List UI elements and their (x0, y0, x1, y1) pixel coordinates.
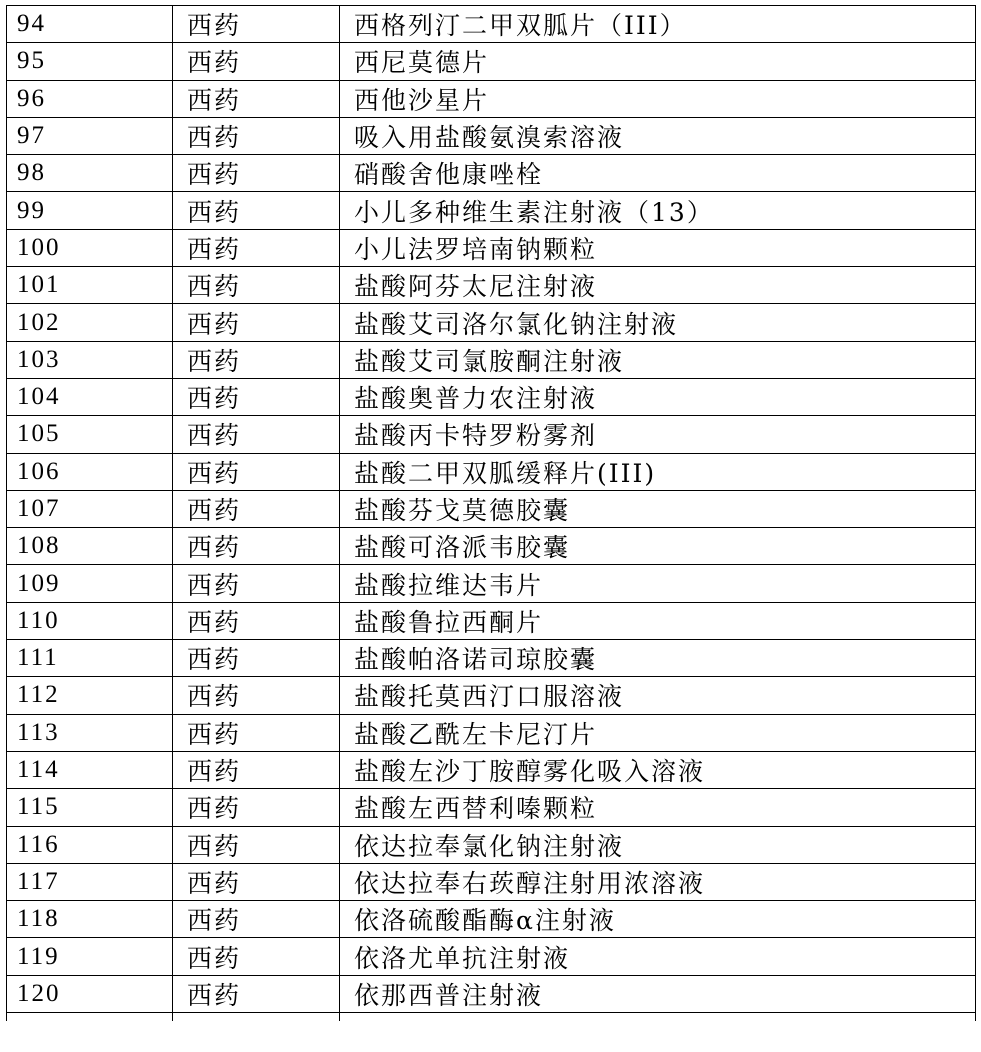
drug-name-cell: 依达拉奉右莰醇注射用浓溶液 (340, 863, 976, 900)
row-number-cell: 94 (7, 6, 173, 43)
row-number-cell: 111 (7, 640, 173, 677)
row-number-cell: 96 (7, 80, 173, 117)
row-number-cell: 97 (7, 117, 173, 154)
table-row (7, 826, 976, 863)
category-cell: 西药 (173, 714, 340, 751)
table-row (7, 155, 976, 192)
row-number-cell: 109 (7, 565, 173, 602)
row-number-cell: 103 (7, 341, 173, 378)
table-row (7, 975, 976, 1012)
empty-cell (173, 1013, 340, 1021)
category-cell: 西药 (173, 304, 340, 341)
drug-name-cell: 盐酸奥普力农注射液 (340, 378, 976, 415)
table-row (7, 677, 976, 714)
drug-name-cell: 西格列汀二甲双胍片（III） (340, 6, 976, 43)
table-row (7, 453, 976, 490)
category-cell: 西药 (173, 490, 340, 527)
row-number-cell: 120 (7, 975, 173, 1012)
row-number-cell: 114 (7, 751, 173, 788)
row-number-cell: 119 (7, 938, 173, 975)
drug-name-cell: 依洛尤单抗注射液 (340, 938, 976, 975)
table-row (7, 43, 976, 80)
row-number-cell: 104 (7, 378, 173, 415)
drug-name-cell: 西他沙星片 (340, 80, 976, 117)
drug-name-cell: 盐酸拉维达韦片 (340, 565, 976, 602)
table-row (7, 304, 976, 341)
category-cell: 西药 (173, 341, 340, 378)
drug-name-cell: 盐酸丙卡特罗粉雾剂 (340, 416, 976, 453)
table-row (7, 602, 976, 639)
drug-name-cell: 盐酸可洛派韦胶囊 (340, 528, 976, 565)
category-cell: 西药 (173, 192, 340, 229)
row-number-cell: 110 (7, 602, 173, 639)
drug-name-cell: 小儿法罗培南钠颗粒 (340, 229, 976, 266)
table-row (7, 378, 976, 415)
category-cell: 西药 (173, 975, 340, 1012)
category-cell: 西药 (173, 677, 340, 714)
category-cell: 西药 (173, 565, 340, 602)
drug-name-cell: 盐酸艾司氯胺酮注射液 (340, 341, 976, 378)
table-row (7, 751, 976, 788)
drug-name-cell: 盐酸乙酰左卡尼汀片 (340, 714, 976, 751)
table-row (7, 565, 976, 602)
category-cell: 西药 (173, 938, 340, 975)
drug-name-cell: 硝酸舍他康唑栓 (340, 155, 976, 192)
table-row (7, 640, 976, 677)
category-cell: 西药 (173, 602, 340, 639)
row-number-cell: 105 (7, 416, 173, 453)
category-cell: 西药 (173, 378, 340, 415)
drug-name-cell: 依达拉奉氯化钠注射液 (340, 826, 976, 863)
drug-name-cell: 小儿多种维生素注射液（13） (340, 192, 976, 229)
row-number-cell: 106 (7, 453, 173, 490)
drug-list-table-container (6, 5, 975, 1021)
category-cell: 西药 (173, 528, 340, 565)
category-cell: 西药 (173, 640, 340, 677)
drug-name-cell: 盐酸芬戈莫德胶囊 (340, 490, 976, 527)
row-number-cell: 107 (7, 490, 173, 527)
table-row (7, 192, 976, 229)
drug-list-table-body (7, 6, 976, 1021)
drug-name-cell: 盐酸阿芬太尼注射液 (340, 267, 976, 304)
table-row (7, 528, 976, 565)
row-number-cell: 115 (7, 789, 173, 826)
table-row (7, 490, 976, 527)
drug-name-cell: 依洛硫酸酯酶α注射液 (340, 901, 976, 938)
category-cell: 西药 (173, 80, 340, 117)
row-number-cell: 101 (7, 267, 173, 304)
row-number-cell: 117 (7, 863, 173, 900)
category-cell: 西药 (173, 229, 340, 266)
table-row (7, 117, 976, 154)
drug-list-table (6, 5, 976, 1021)
drug-name-cell: 盐酸二甲双胍缓释片(III) (340, 453, 976, 490)
category-cell: 西药 (173, 43, 340, 80)
row-number-cell: 98 (7, 155, 173, 192)
category-cell: 西药 (173, 416, 340, 453)
drug-name-cell: 西尼莫德片 (340, 43, 976, 80)
drug-name-cell: 盐酸艾司洛尔氯化钠注射液 (340, 304, 976, 341)
row-number-cell: 113 (7, 714, 173, 751)
category-cell: 西药 (173, 267, 340, 304)
table-row (7, 341, 976, 378)
row-number-cell: 118 (7, 901, 173, 938)
row-number-cell: 116 (7, 826, 173, 863)
row-number-cell: 102 (7, 304, 173, 341)
row-number-cell: 112 (7, 677, 173, 714)
category-cell: 西药 (173, 863, 340, 900)
row-number-cell: 108 (7, 528, 173, 565)
table-row (7, 901, 976, 938)
drug-name-cell: 依那西普注射液 (340, 975, 976, 1012)
table-row (7, 714, 976, 751)
category-cell: 西药 (173, 453, 340, 490)
table-row (7, 6, 976, 43)
drug-name-cell: 盐酸鲁拉西酮片 (340, 602, 976, 639)
drug-name-cell: 盐酸帕洛诺司琼胶囊 (340, 640, 976, 677)
row-number-cell: 99 (7, 192, 173, 229)
table-row (7, 938, 976, 975)
table-row (7, 863, 976, 900)
table-row (7, 229, 976, 266)
category-cell: 西药 (173, 6, 340, 43)
table-row (7, 789, 976, 826)
category-cell: 西药 (173, 155, 340, 192)
row-number-cell: 95 (7, 43, 173, 80)
row-number-cell: 100 (7, 229, 173, 266)
category-cell: 西药 (173, 789, 340, 826)
category-cell: 西药 (173, 901, 340, 938)
empty-cell (340, 1013, 976, 1021)
drug-name-cell: 盐酸左沙丁胺醇雾化吸入溶液 (340, 751, 976, 788)
category-cell: 西药 (173, 751, 340, 788)
drug-name-cell: 吸入用盐酸氨溴索溶液 (340, 117, 976, 154)
drug-name-cell: 盐酸托莫西汀口服溶液 (340, 677, 976, 714)
empty-cell (7, 1013, 173, 1021)
table-row (7, 267, 976, 304)
category-cell: 西药 (173, 826, 340, 863)
drug-name-cell: 盐酸左西替利嗪颗粒 (340, 789, 976, 826)
category-cell: 西药 (173, 117, 340, 154)
table-row (7, 416, 976, 453)
table-row-partial (7, 1013, 976, 1021)
table-row (7, 80, 976, 117)
